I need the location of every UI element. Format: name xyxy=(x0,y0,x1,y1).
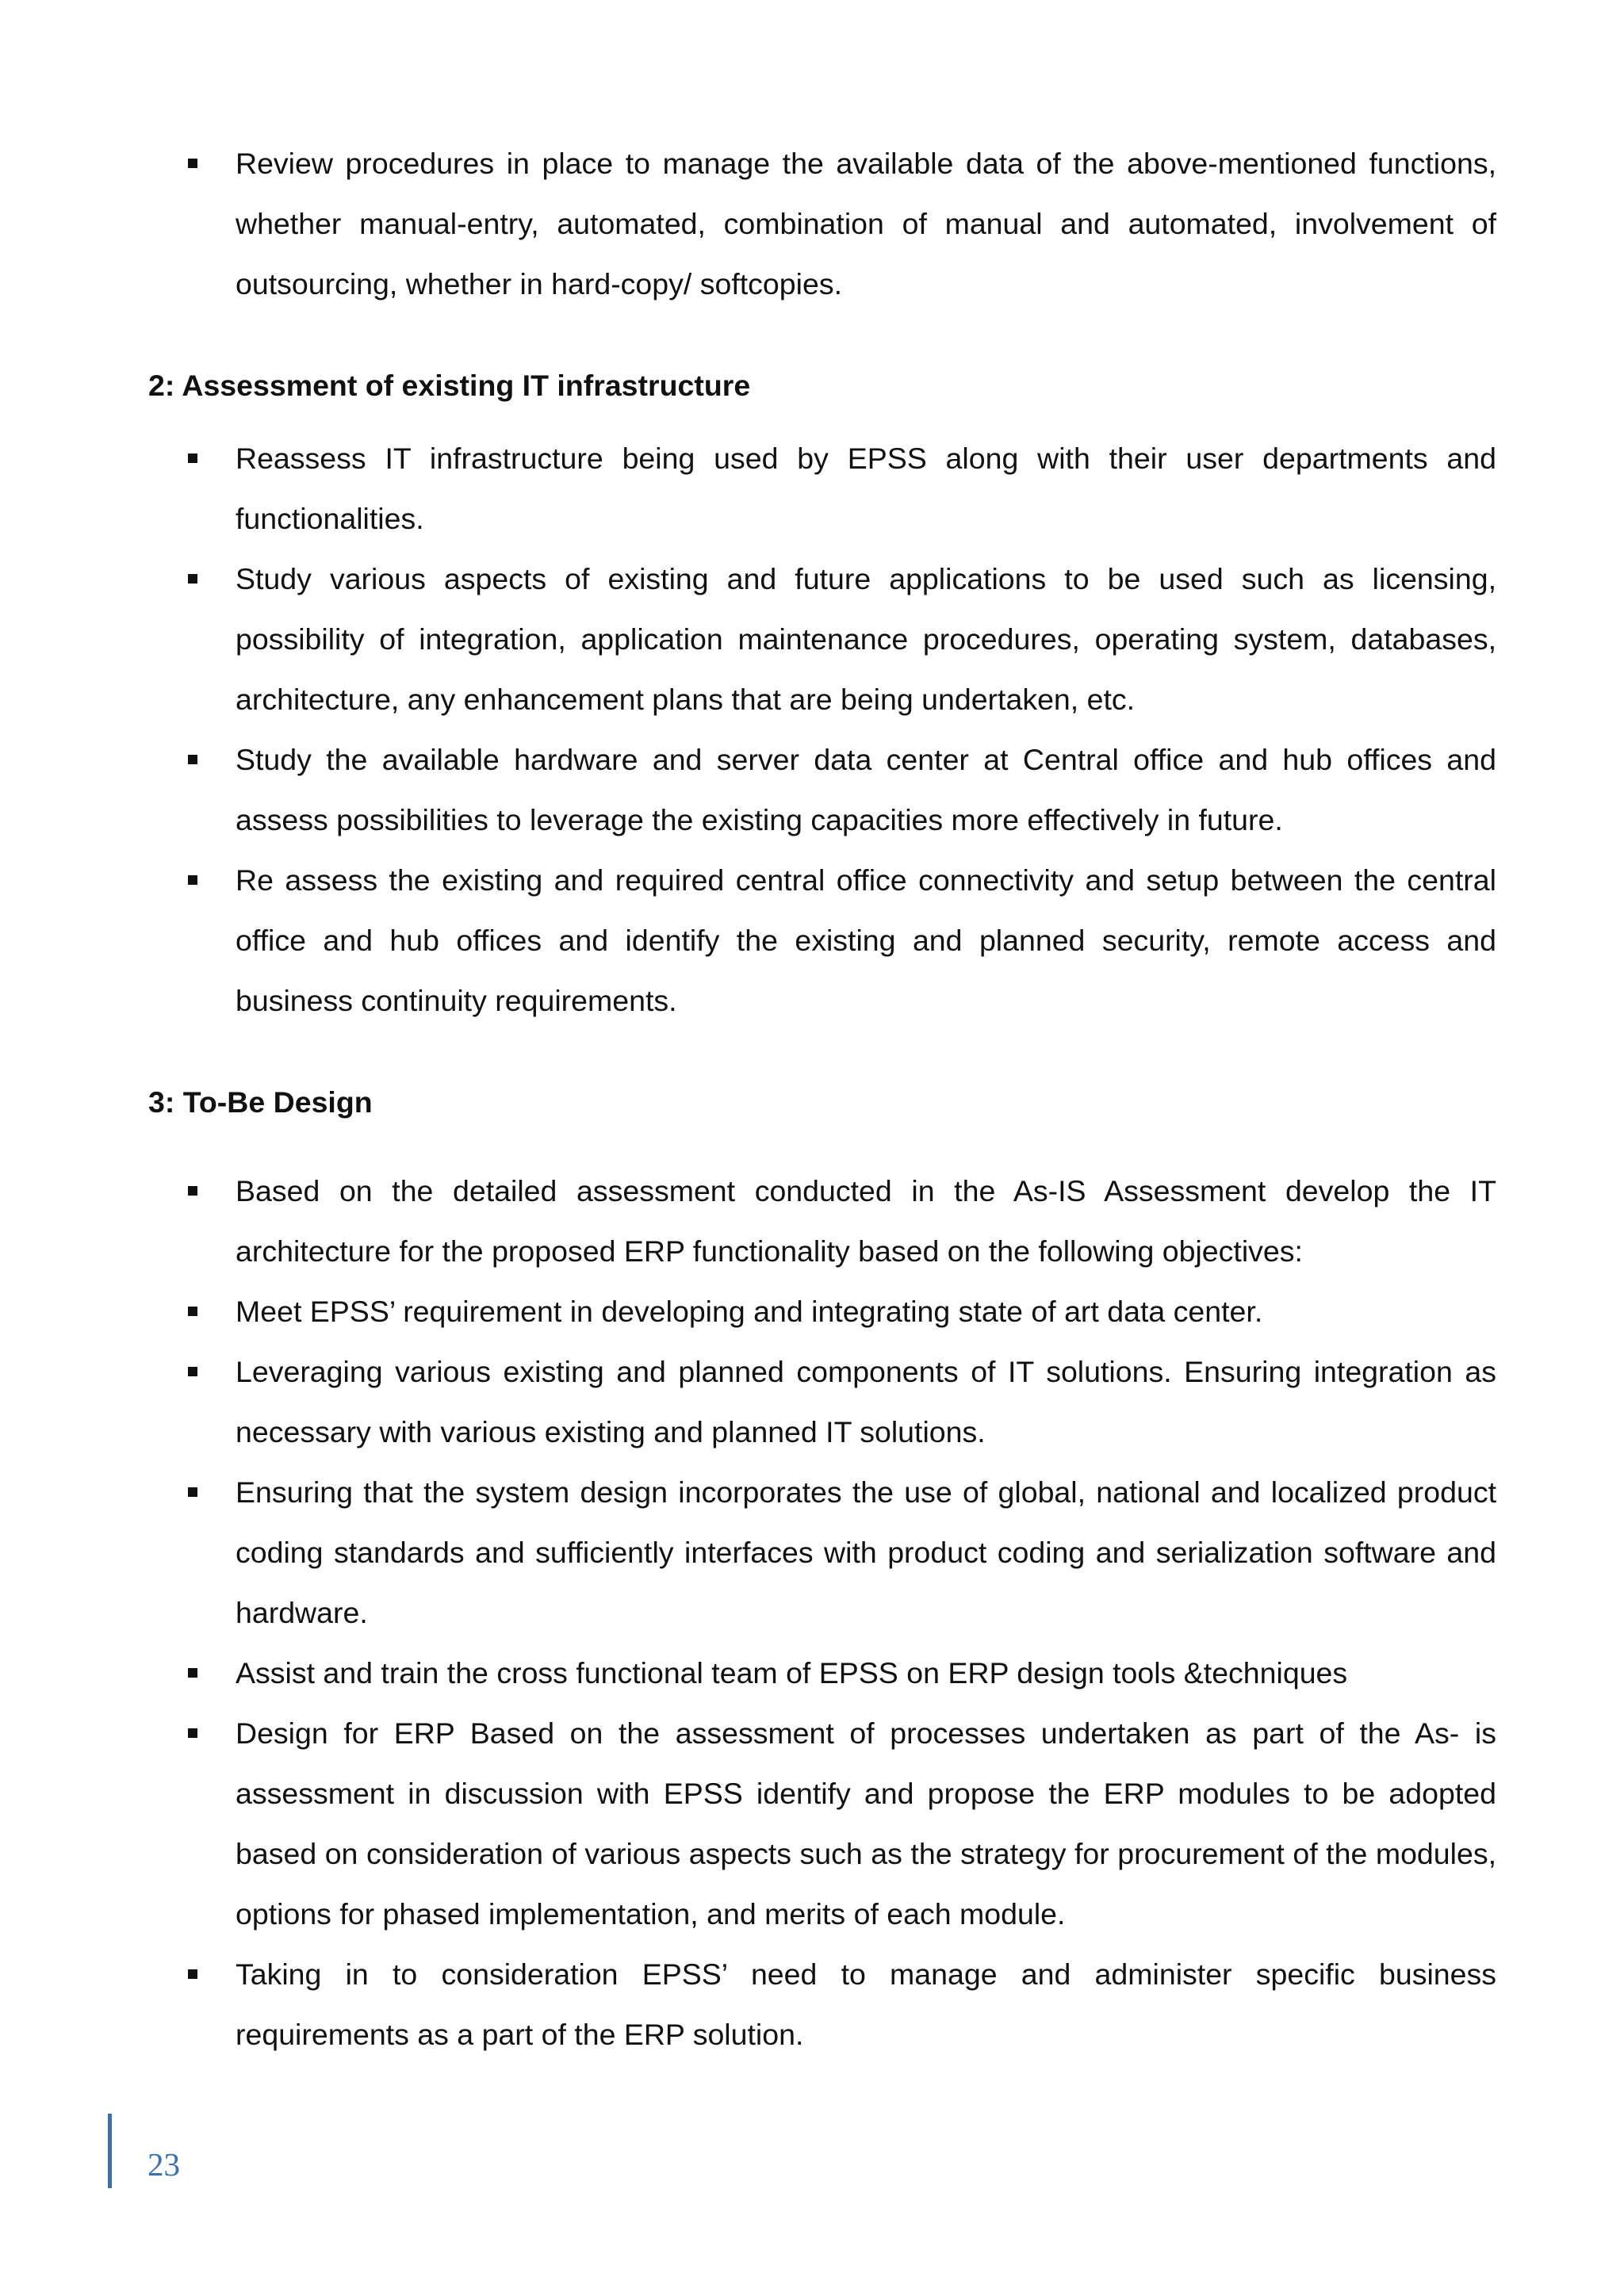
list-item-text: Leveraging various existing and planned components of IT solutions. Ensuring integration as necessary with various existing and planned IT solutions. xyxy=(236,1355,1496,1448)
list-item xyxy=(148,1643,1496,1703)
square-bullet-icon xyxy=(188,1186,197,1196)
list-item-text: Assist and train the cross functional team of EPSS on ERP design tools &techniques xyxy=(236,1656,1348,1689)
square-bullet-icon xyxy=(188,1487,197,1497)
section-heading-assessment: 2: Assessment of existing IT infrastructure xyxy=(148,369,751,402)
list-item xyxy=(148,1341,1496,1462)
square-bullet-icon xyxy=(188,159,197,168)
list-item xyxy=(148,850,1496,1031)
section2-bullet-list xyxy=(148,428,1496,1031)
list-item xyxy=(148,428,1496,549)
list-item-text: Taking in to consideration EPSS’ need to manage and administer specific business requirements as a part of the ERP solution. xyxy=(236,1957,1496,2051)
list-item xyxy=(148,1703,1496,1944)
footer-accent-bar xyxy=(108,2114,112,2188)
square-bullet-icon xyxy=(188,453,197,463)
square-bullet-icon xyxy=(188,1728,197,1738)
square-bullet-icon xyxy=(188,1367,197,1376)
list-item xyxy=(148,133,1496,314)
list-item xyxy=(148,1944,1496,2064)
list-item xyxy=(148,549,1496,729)
intro-bullet-list xyxy=(148,133,1496,314)
list-item-text: Review procedures in place to manage the available data of the above-mentioned functions, whether manual-entry, automated, combination of manual and automated, involvement of outsourcing, whether in hard-copy/ softcopies. xyxy=(236,147,1496,300)
list-item-text: Meet EPSS’ requirement in developing and integrating state of art data center. xyxy=(236,1295,1263,1328)
list-item-text: Reassess IT infrastructure being used by EPSS along with their user departments and functionalities. xyxy=(236,442,1496,535)
square-bullet-icon xyxy=(188,875,197,885)
list-item-text: Re assess the existing and required central office connectivity and setup between the central office and hub offices and identify the existing and planned security, remote access and business continuity requirements. xyxy=(236,863,1496,1017)
list-item-text: Study the available hardware and server data center at Central office and hub offices and assess possibilities to leverage the existing capacities more effectively in future. xyxy=(236,743,1496,836)
page-content xyxy=(148,133,1496,2064)
section3-bullet-list xyxy=(148,1161,1496,2064)
list-item xyxy=(148,1462,1496,1643)
list-item xyxy=(148,1161,1496,1281)
square-bullet-icon xyxy=(188,755,197,764)
list-item-text: Study various aspects of existing and future applications to be used such as licensing, possibility of integration, application maintenance procedures, operating system, databases, architecture, any enhancement plans that are being undertaken, etc. xyxy=(236,562,1496,716)
list-item xyxy=(148,1281,1496,1341)
list-item-text: Design for ERP Based on the assessment of processes undertaken as part of the As- is assessment in discussion with EPSS identify and propose the ERP modules to be adopted based on consideration of various aspects such as the strategy for procurement of the modules, options for phased implementation, and merits of each module. xyxy=(236,1716,1496,1931)
square-bullet-icon xyxy=(188,1668,197,1678)
list-item-text: Ensuring that the system design incorporates the use of global, national and localized product coding standards and sufficiently interfaces with product coding and serialization software and hardware. xyxy=(236,1475,1496,1629)
square-bullet-icon xyxy=(188,1307,197,1316)
section-heading-to-be-design: 3: To-Be Design xyxy=(148,1085,373,1119)
square-bullet-icon xyxy=(188,574,197,584)
list-item xyxy=(148,729,1496,850)
page-number: 23 xyxy=(147,2146,180,2183)
list-item-text: Based on the detailed assessment conducted in the As-IS Assessment develop the IT architecture for the proposed ERP functionality based on the following objectives: xyxy=(236,1174,1496,1268)
square-bullet-icon xyxy=(188,1969,197,1979)
